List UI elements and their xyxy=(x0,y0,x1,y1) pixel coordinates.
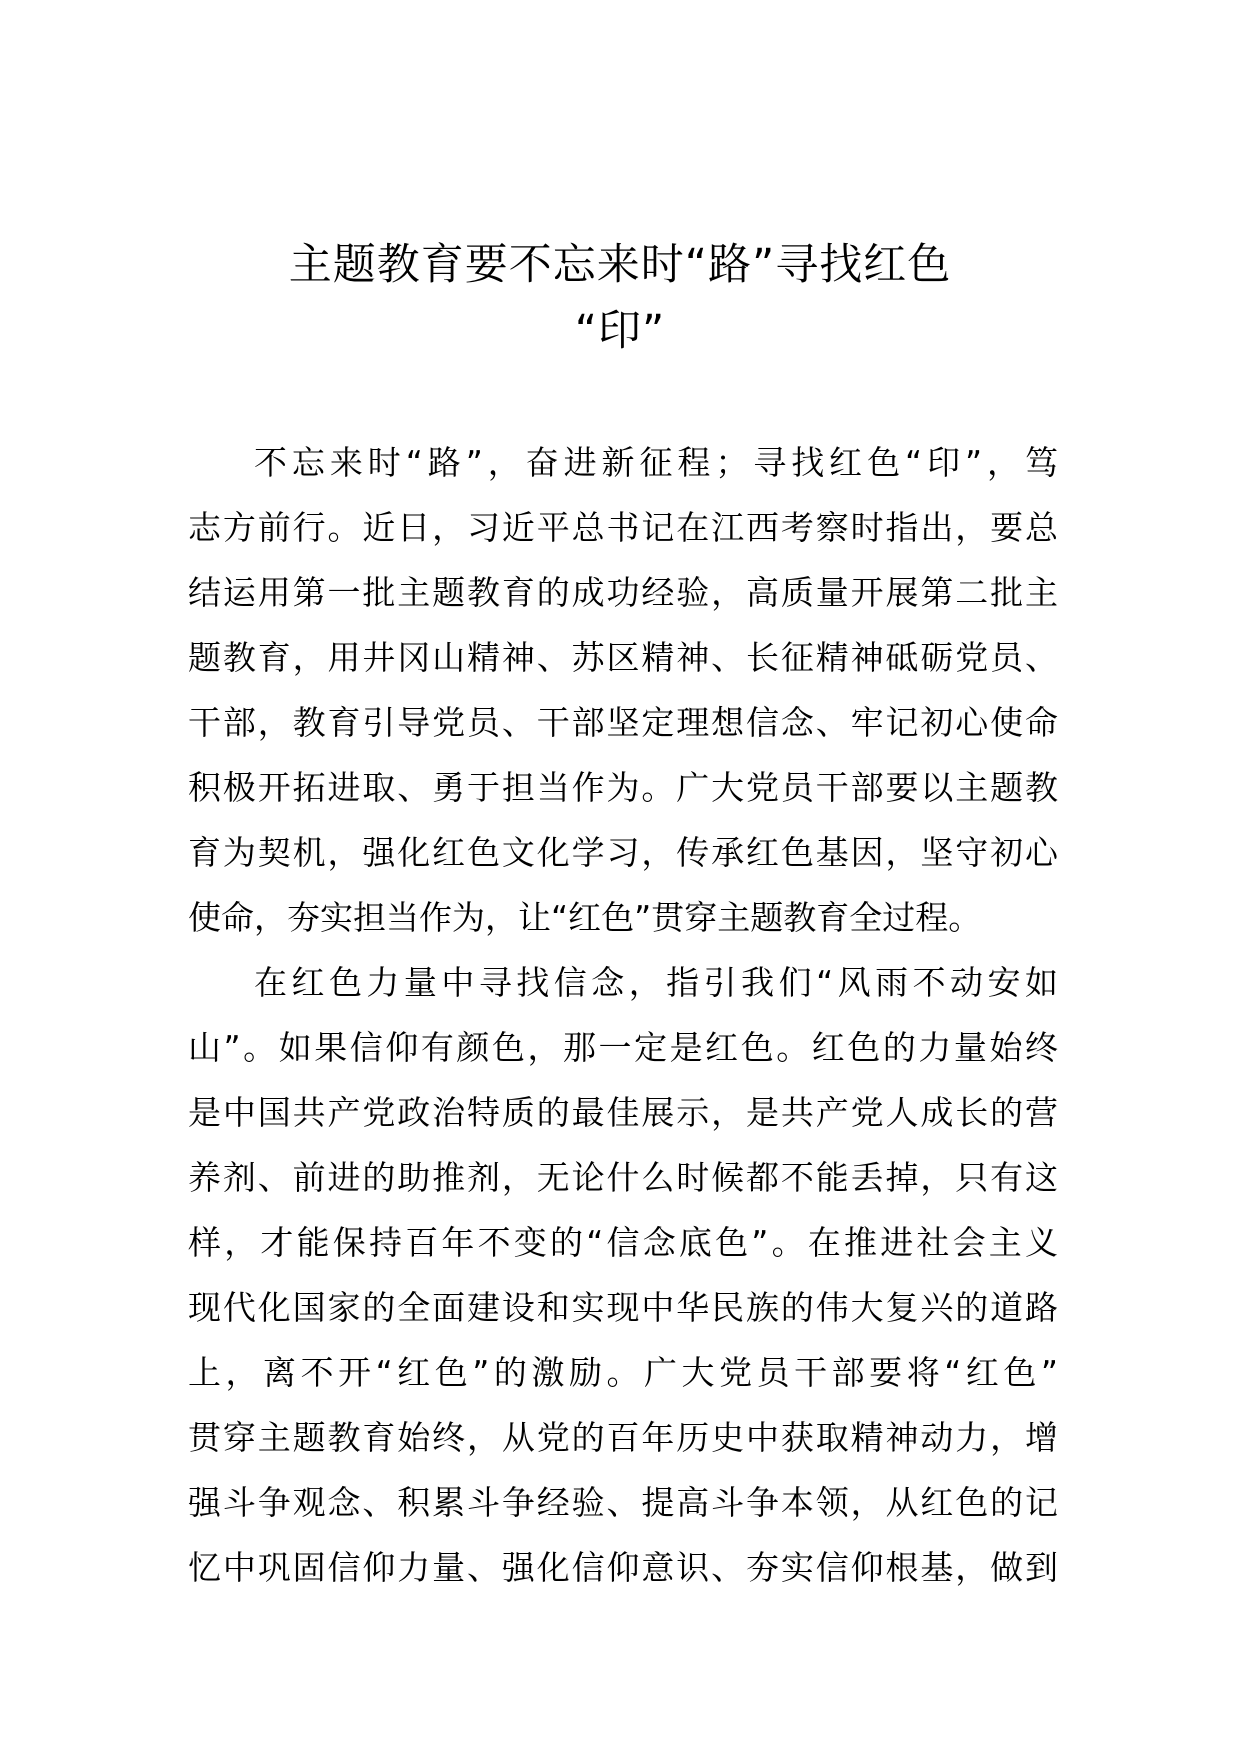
paragraph-line: 使命，夯实担当作为，让“红色”贯穿主题教育全过程。 xyxy=(188,898,982,937)
paragraph-line: 是中国共产党政治特质的最佳展示，是共产党人成长的营 xyxy=(188,1093,1058,1132)
paragraph-line: 样，才能保持百年不变的“信念底色”。在推进社会主义 xyxy=(188,1223,1058,1262)
document-body xyxy=(188,430,1058,1600)
paragraph-line: 结运用第一批主题教育的成功经验，高质量开展第二批主 xyxy=(188,573,1058,612)
paragraph-line: 积极开拓进取、勇于担当作为。广大党员干部要以主题教 xyxy=(188,768,1058,807)
paragraph-line: 育为契机，强化红色文化学习，传承红色基因，坚守初心 xyxy=(188,833,1058,872)
paragraph-2 xyxy=(188,950,1058,1600)
paragraph-line: 志方前行。近日，习近平总书记在江西考察时指出，要总 xyxy=(188,508,1058,547)
title-line: 主题教育要不忘来时“路”寻找红色 xyxy=(288,240,952,290)
paragraph-line: 强斗争观念、积累斗争经验、提高斗争本领，从红色的记 xyxy=(188,1483,1058,1522)
paragraph-line: 忆中巩固信仰力量、强化信仰意识、夯实信仰根基，做到 xyxy=(188,1548,1058,1587)
paragraph-line: 题教育，用井冈山精神、苏区精神、长征精神砥砺党员、 xyxy=(188,638,1058,677)
title-line: “印” xyxy=(574,306,666,356)
paragraph-line: 不忘来时“路”，奋进新征程；寻找红色“印”，笃 xyxy=(254,443,1058,482)
paragraph-line: 养剂、前进的助推剂，无论什么时候都不能丢掉，只有这 xyxy=(188,1158,1058,1197)
paragraph-line: 上，离不开“红色”的激励。广大党员干部要将“红色” xyxy=(188,1353,1058,1392)
document-title xyxy=(190,232,1050,364)
paragraph-line: 山”。如果信仰有颜色，那一定是红色。红色的力量始终 xyxy=(188,1028,1058,1067)
paragraph-line: 在红色力量中寻找信念，指引我们“风雨不动安如 xyxy=(254,963,1058,1002)
paragraph-line: 贯穿主题教育始终，从党的百年历史中获取精神动力，增 xyxy=(188,1418,1058,1457)
paragraph-1 xyxy=(188,430,1058,950)
paragraph-line: 现代化国家的全面建设和实现中华民族的伟大复兴的道路 xyxy=(188,1288,1058,1327)
paragraph-line: 干部，教育引导党员、干部坚定理想信念、牢记初心使命 xyxy=(188,703,1058,742)
